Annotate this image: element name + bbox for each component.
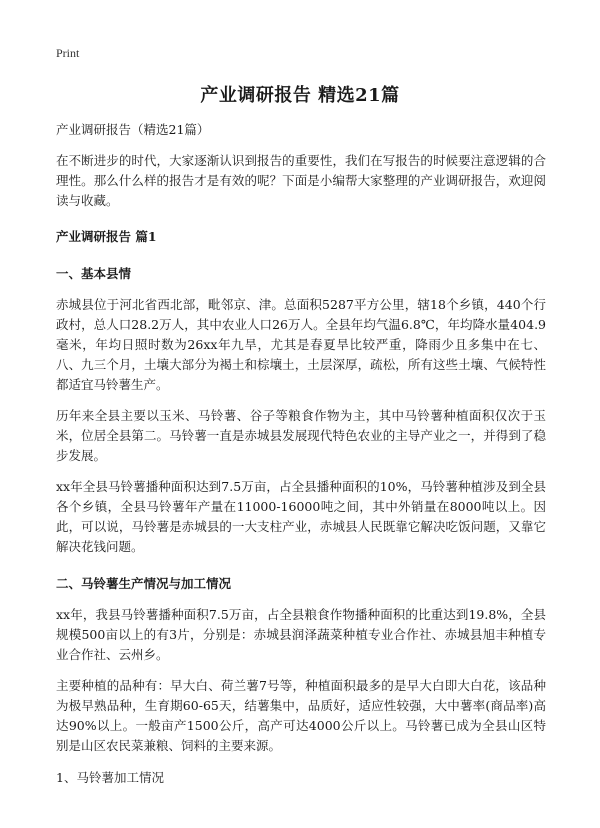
sub-heading-processing: 1、马铃薯加工情况 <box>56 770 164 785</box>
paragraph: 历年来全县主要以玉米、马铃薯、谷子等粮食作物为主，其中马铃薯种植面积仅次于玉米，位居全县第二。马铃薯一直是赤城县发展现代特色农业的主导产业之一，并得到了稳步发展。 <box>56 408 546 463</box>
page-title: 产业调研报告 精选21篇 <box>200 85 400 106</box>
section-heading-basic: 一、基本县情 <box>56 266 132 281</box>
document-body <box>56 120 546 788</box>
paragraph: xx年全县马铃薯播种面积达到7.5万亩，占全县播种面积的10%，马铃薯种植涉及到全县各个乡镇，全县马铃薯年产量在11000-16000吨之间，其中外销量在8000吨以上。因此，可以说，马铃薯是赤城县的一大支柱产业，赤城县人民既靠它解决吃饭问题，又靠它解决花钱问题。 <box>56 479 546 554</box>
paragraph: xx年，我县马铃薯播种面积7.5万亩，占全县粮食作物播种面积的比重达到19.8%，全县规模500亩以上的有3片，分别是：赤城县润泽蔬菜种植专业合作社、赤城县旭丰种植专业合作社、云州乡。 <box>56 607 546 662</box>
paragraph: 赤城县位于河北省西北部，毗邻京、津。总面积5287平方公里，辖18个乡镇，440个行政村，总人口28.2万人，其中农业人口26万人。全县年均气温6.8℃，年均降水量404.9毫米，年均日照时数为26xx年九旱，尤其是春夏旱比较严重，降雨少且多集中在七、八、九三个月，土壤大部分为褐土和棕壤土，土层深厚，疏松，所有这些土壤、气候特性都适宜马铃薯生产。 <box>56 297 546 392</box>
article-heading: 产业调研报告 篇1 <box>56 229 157 244</box>
section-heading-production: 二、马铃薯生产情况与加工情况 <box>56 576 232 591</box>
print-label[interactable]: Print <box>56 46 80 60</box>
document-subtitle: 产业调研报告（精选21篇） <box>56 122 210 137</box>
paragraph: 主要种植的品种有：早大白、荷兰薯7号等，种植面积最多的是早大白即大白花，该品种为极早熟品种，生育期60-65天，结薯集中，品质好，适应性较强，大中薯率(商品率)高达90%以上。一般亩产1500公斤，高产可达4000公斤以上。马铃薯已成为全县山区特别是山区农民菜兼粮、饲料的主要来源。 <box>56 678 546 753</box>
intro-paragraph: 在不断进步的时代，大家逐渐认识到报告的重要性，我们在写报告的时候要注意逻辑的合理性。那么什么样的报告才是有效的呢？下面是小编帮大家整理的产业调研报告，欢迎阅读与收藏。 <box>56 153 546 208</box>
